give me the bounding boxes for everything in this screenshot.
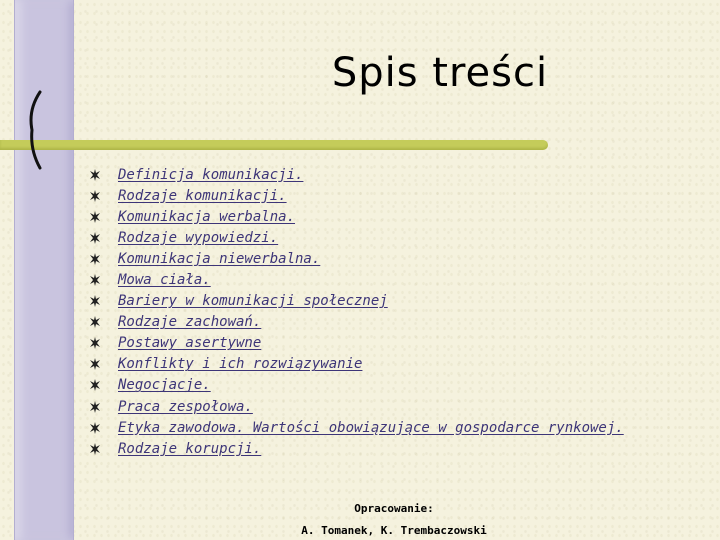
fleur-bullet-icon — [88, 421, 102, 435]
toc-item — [88, 269, 624, 290]
fleur-bullet-icon — [88, 336, 102, 350]
toc-link[interactable]: Rodzaje korupcji. — [118, 440, 262, 457]
toc-link[interactable]: Definicja komunikacji. — [118, 166, 304, 183]
fleur-bullet-icon — [88, 231, 102, 245]
fleur-bullet-icon — [88, 273, 102, 287]
fleur-bullet-icon — [88, 400, 102, 414]
fleur-bullet-icon — [88, 357, 102, 371]
toc-item — [88, 396, 624, 417]
fleur-bullet-icon — [88, 252, 102, 266]
toc-link[interactable]: Komunikacja werbalna. — [118, 208, 296, 225]
toc-link[interactable]: Bariery w komunikacji społecznej — [118, 293, 388, 310]
toc-item — [88, 312, 624, 333]
decorative-side-band — [14, 0, 74, 540]
bracket-ornament-icon — [10, 90, 70, 170]
credit-label: Opracowanie: — [354, 502, 434, 515]
decorative-horizontal-rule — [0, 140, 548, 150]
toc-link[interactable]: Negocjacje. — [118, 377, 211, 394]
slide-title: Spis treści — [331, 50, 549, 96]
toc-item — [88, 417, 624, 438]
table-of-contents — [88, 164, 624, 459]
toc-link[interactable]: Rodzaje wypowiedzi. — [118, 229, 279, 246]
fleur-bullet-icon — [88, 294, 102, 308]
toc-item — [88, 227, 624, 248]
fleur-bullet-icon — [88, 210, 102, 224]
toc-item — [88, 164, 624, 185]
toc-item — [88, 206, 624, 227]
fleur-bullet-icon — [88, 378, 102, 392]
fleur-bullet-icon — [88, 189, 102, 203]
toc-item — [88, 248, 624, 269]
toc-item — [88, 333, 624, 354]
toc-link[interactable]: Rodzaje komunikacji. — [118, 187, 287, 204]
toc-link[interactable]: Etyka zawodowa. Wartości obowiązujące w gospodarce rynkowej. — [118, 419, 624, 436]
toc-item — [88, 354, 624, 375]
toc-link[interactable]: Praca zespołowa. — [118, 398, 253, 415]
credit-authors: A. Tomanek, K. Trembaczowski — [301, 524, 487, 537]
toc-link[interactable]: Komunikacja niewerbalna. — [118, 250, 321, 267]
toc-item — [88, 185, 624, 206]
toc-item — [88, 438, 624, 459]
fleur-bullet-icon — [88, 315, 102, 329]
toc-link[interactable]: Rodzaje zachowań. — [118, 314, 262, 331]
toc-item — [88, 291, 624, 312]
toc-item — [88, 375, 624, 396]
fleur-bullet-icon — [88, 168, 102, 182]
toc-link[interactable]: Postawy asertywne — [118, 335, 262, 352]
toc-link[interactable]: Mowa ciała. — [118, 272, 211, 289]
toc-link[interactable]: Konflikty i ich rozwiązywanie — [118, 356, 363, 373]
fleur-bullet-icon — [88, 442, 102, 456]
